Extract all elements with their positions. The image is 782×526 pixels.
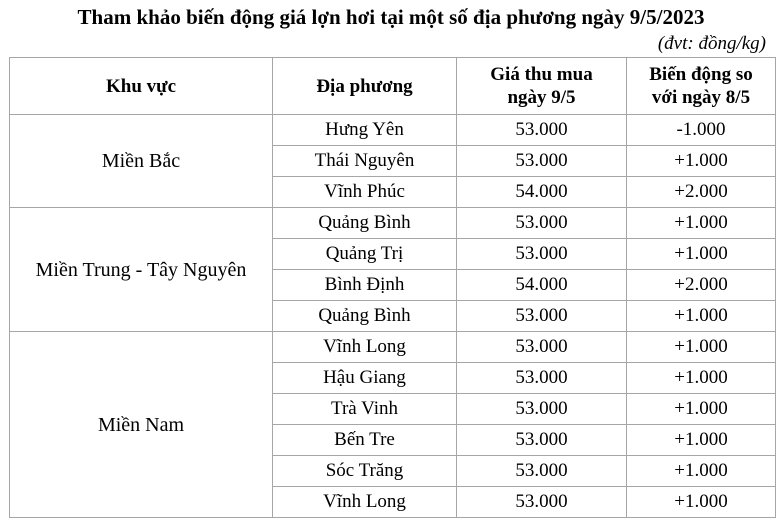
header-change-line2: với ngày 8/5: [651, 87, 751, 108]
price-cell: 53.000: [457, 332, 627, 363]
price-cell: 53.000: [457, 487, 627, 518]
change-cell: +1.000: [627, 456, 776, 487]
unit-label: (đvt: đồng/kg): [657, 33, 766, 54]
change-cell: +1.000: [627, 239, 776, 270]
table-row: [10, 115, 776, 146]
locality-cell: Sóc Trăng: [273, 456, 457, 487]
price-table: [9, 57, 776, 518]
region-cell: Miền Bắc: [10, 115, 273, 208]
price-cell: 53.000: [457, 115, 627, 146]
change-cell: +1.000: [627, 208, 776, 239]
header-change-line1: Biến động so: [649, 64, 753, 85]
price-cell: 54.000: [457, 270, 627, 301]
price-cell: 53.000: [457, 363, 627, 394]
locality-cell: Trà Vinh: [273, 394, 457, 425]
page-title: Tham khảo biến động giá lợn hơi tại một số địa phương ngày 9/5/2023: [77, 5, 705, 29]
price-cell: 53.000: [457, 301, 627, 332]
table-row: [10, 332, 776, 363]
locality-cell: Vĩnh Long: [273, 487, 457, 518]
header-price: [457, 58, 627, 115]
price-cell: 53.000: [457, 239, 627, 270]
header-row: [10, 58, 776, 115]
change-cell: +2.000: [627, 177, 776, 208]
header-locality: Địa phương: [273, 58, 457, 115]
locality-cell: Bến Tre: [273, 425, 457, 456]
locality-cell: Hưng Yên: [273, 115, 457, 146]
locality-cell: Quảng Trị: [273, 239, 457, 270]
locality-cell: Bình Định: [273, 270, 457, 301]
change-cell: -1.000: [627, 115, 776, 146]
change-cell: +1.000: [627, 146, 776, 177]
price-cell: 53.000: [457, 456, 627, 487]
change-cell: +1.000: [627, 487, 776, 518]
region-cell: Miền Nam: [10, 332, 273, 518]
locality-cell: Quảng Bình: [273, 208, 457, 239]
price-cell: 53.000: [457, 208, 627, 239]
change-cell: +1.000: [627, 332, 776, 363]
header-price-line2: ngày 9/5: [507, 87, 576, 108]
region-cell: Miền Trung - Tây Nguyên: [10, 208, 273, 332]
price-cell: 54.000: [457, 177, 627, 208]
change-cell: +2.000: [627, 270, 776, 301]
locality-cell: Vĩnh Long: [273, 332, 457, 363]
header-change: [627, 58, 776, 115]
change-cell: +1.000: [627, 425, 776, 456]
change-cell: +1.000: [627, 301, 776, 332]
header-region: Khu vực: [10, 58, 273, 115]
price-cell: 53.000: [457, 394, 627, 425]
locality-cell: Quảng Bình: [273, 301, 457, 332]
locality-cell: Hậu Giang: [273, 363, 457, 394]
change-cell: +1.000: [627, 394, 776, 425]
price-cell: 53.000: [457, 425, 627, 456]
locality-cell: Thái Nguyên: [273, 146, 457, 177]
change-cell: +1.000: [627, 363, 776, 394]
header-price-line1: Giá thu mua: [490, 64, 593, 85]
price-cell: 53.000: [457, 146, 627, 177]
table-row: [10, 208, 776, 239]
locality-cell: Vĩnh Phúc: [273, 177, 457, 208]
